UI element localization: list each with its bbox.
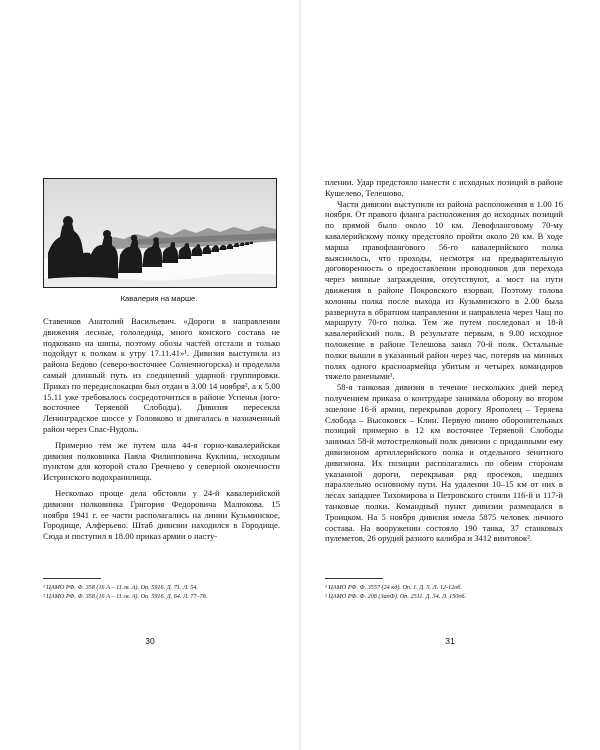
right-footnote-2: ² ЦАМО РФ. Ф. 208 (ЗапФ). Оп. 2511. Д. 34. Л. 150об. [325, 593, 467, 600]
cavalry-photo-image [44, 179, 276, 287]
right-paragraph-3: 58-я танковая дивизия в течение нескольких дней перед получением приказа о контрударе занимала оборону во втором эшелоне 16-й армии, перекрывая дорогу Ярополец – Теряева Слобода – Высоковск – Клин. Первую линию оборонительных позиций примерно в 12 км восточнее Теряевой Слободы занимал 58-й мотострелковый полк дивизии с приданными ему дивизионом артиллерийского полка и отдельного зенитного дивизиона. Их позиции располагались по обеим сторонам указанной дороги, перекрывая ряд просеков, шедших параллельно основному пути. На удалении 10–15 км от них в лесах западнее Тихомирова и Петровского стояли 116-й и 117-й танковые полки. Командный пункт дивизии размещался в Троицком. На 5 ноября дивизия имела 5875 человек личного состава. На вооружении состояло 190 танка, 37 станковых пулеметов, 26 орудий разного калибра и 3412 винтовок². [325, 382, 563, 544]
right-paragraph-2: Части дивизии выступили из района расположения в 1.00 16 ноября. От правого фланга расположения до исходных позиций по прямой было около 10 км. Левофланговому 70-му кавалерийскому полку предстояло пройти около 20 км. В ходе марша правофлангового 56-го кавалерийского полка выяснилось, что проходы, несмотря на предварительную договоренность о предоставлении проводников для перехода через минные заграждения, отсутствуют, а мост на пути движения в районе Покровского взорван. Поэтому голова колонны полка после выхода из Кузьминского в 2.00 была развернута в обратном направлении и направлена через Чащ по маршруту 70-го полка. Тем же путем последовал и 18-й кавалерийский полк. В результате первым, в 9.00 исходное положение в районе Телешова занял 70-й полк. Остальные полки вышли в указанный район через час, потеряв на минных полях одного красноармейца убитым и четырех командиров тяжело ранеными¹. [325, 198, 563, 382]
left-paragraph-3: Несколько проще дела обстояли у 24-й кавалерийской дивизии полковника Григория Федоровича Малюкова. 15 ноября 1941 г. ее части располагались на линии Кузьминское, Городище, Алферьево. Штаб дивизии находился в Городище. Сюда и поступил в 18.00 приказ армии о насту- [43, 487, 280, 542]
right-footnote-rule [325, 578, 383, 579]
right-paragraph-1: плении. Удар предстояло нанести с исходных позиций в районе Кушелево, Телешово. [325, 177, 563, 198]
left-footnote-1: ¹ ЦАМО РФ. Ф. 358 (16 А – 11 гв. А). Оп. 5916. Д. 71. Л. 54. [43, 584, 199, 591]
left-footnote-rule [43, 578, 101, 579]
cavalry-march-photo [43, 178, 277, 288]
left-paragraph-2: Примерно тем же путем шла 44-я горно-кавалерийская дивизия полковника Павла Филипповича Куклина, исходным пунктом для которой стало Гречнево у северной оконечности Истринского водохранилища. [43, 439, 280, 483]
right-body-text [325, 177, 563, 544]
photo-caption: Кавалерия на марше. [120, 294, 198, 303]
left-footnote-2: ² ЦАМО РФ. Ф. 358 (16 А – 11 гв. А). Оп. 5916. Д. 64. Л. 77–78. [43, 593, 208, 600]
left-page-number: 30 [145, 636, 155, 646]
left-footnotes [43, 583, 283, 601]
left-paragraph-1: Ставенков Анатолий Васильевич. «Дороги в направлении движения лесные, гололедица, много конского состава не подковано на шипы, поэтому обозы частей отстали и только подойдут к полкам к утру 17.11.41»¹. Дивизия выступила из района Бедово (северо-восточнее Солнечногорска) и проделала самый длинный путь из соединений ударной группировки. Приказ по передислокации был отдан в 3.00 14 ноября², а к 5.00 15.11 уже требовалось сосредоточиться в районе Успенья (юго-восточнее Теряевой Слободы). Дивизия пересекла Ленинградское шоссе у Головково и двигалась в назначенный район через Спас-Нудоль. [43, 316, 280, 434]
left-body-text [43, 316, 280, 542]
right-footnote-1: ¹ ЦАМО РФ. Ф. 3557 (24 кд). Оп. 1. Д. 5. Л. 12-12об. [325, 584, 462, 591]
right-footnotes [325, 583, 565, 601]
right-page-number: 31 [445, 636, 455, 646]
